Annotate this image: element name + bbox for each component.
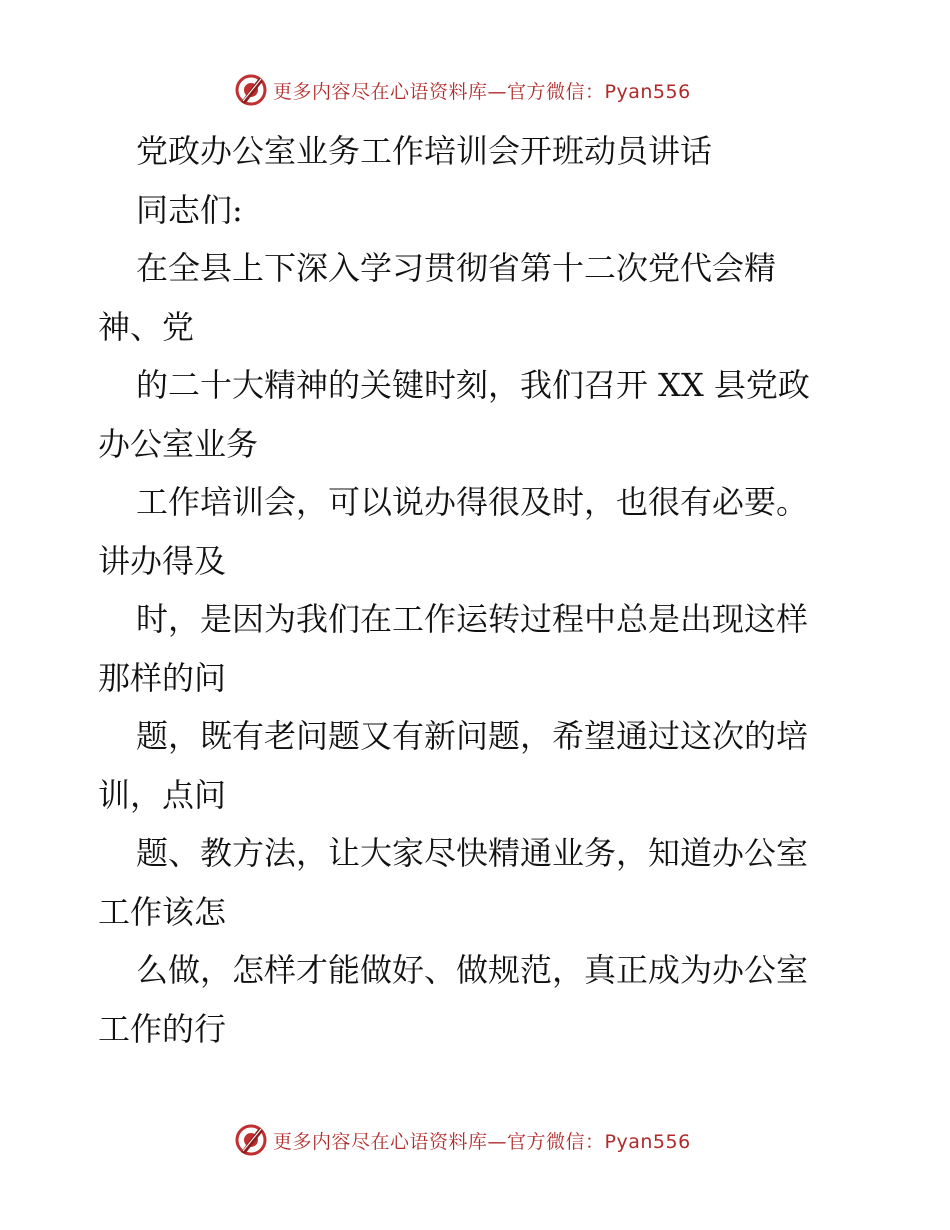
body-line: 么做，怎样才能做好、做规范，真正成为办公室	[136, 951, 809, 989]
header-banner-text: 更多内容尽在心语资料库—官方微信：Pyan556	[273, 80, 691, 103]
body-line: 工作的行	[98, 1009, 227, 1048]
body-line: 题，既有老问题又有新问题，希望通过这次的培	[136, 717, 809, 755]
body-line: 讲办得及	[98, 541, 227, 580]
body-line: 时，是因为我们在工作运转过程中总是出现这样	[136, 600, 809, 638]
body-line: 在全县上下深入学习贯彻省第十二次党代会精	[136, 249, 777, 287]
body-line: 题、教方法，让大家尽快精通业务，知道办公室	[136, 834, 809, 872]
salutation: 同志们:	[136, 190, 243, 229]
document-body	[98, 122, 858, 1058]
body-line: 那样的问	[98, 658, 227, 697]
footer-banner-text: 更多内容尽在心语资料库—官方微信：Pyan556	[273, 1130, 691, 1153]
document-title: 党政办公室业务工作培训会开班动员讲话	[136, 132, 713, 170]
footer-banner[interactable]	[233, 1122, 713, 1158]
header-banner[interactable]	[233, 72, 713, 108]
body-line: 工作培训会，可以说办得很及时，也很有必要。	[136, 483, 809, 521]
quill-seal-icon	[233, 72, 269, 108]
quill-seal-icon	[233, 1122, 269, 1158]
body-line: 神、党	[98, 307, 195, 346]
body-line: 办公室业务	[98, 424, 259, 463]
body-line: 工作该怎	[98, 892, 227, 931]
body-line: 训，点问	[98, 775, 227, 814]
body-line: 的二十大精神的关键时刻，我们召开 XX 县党政	[136, 366, 810, 404]
